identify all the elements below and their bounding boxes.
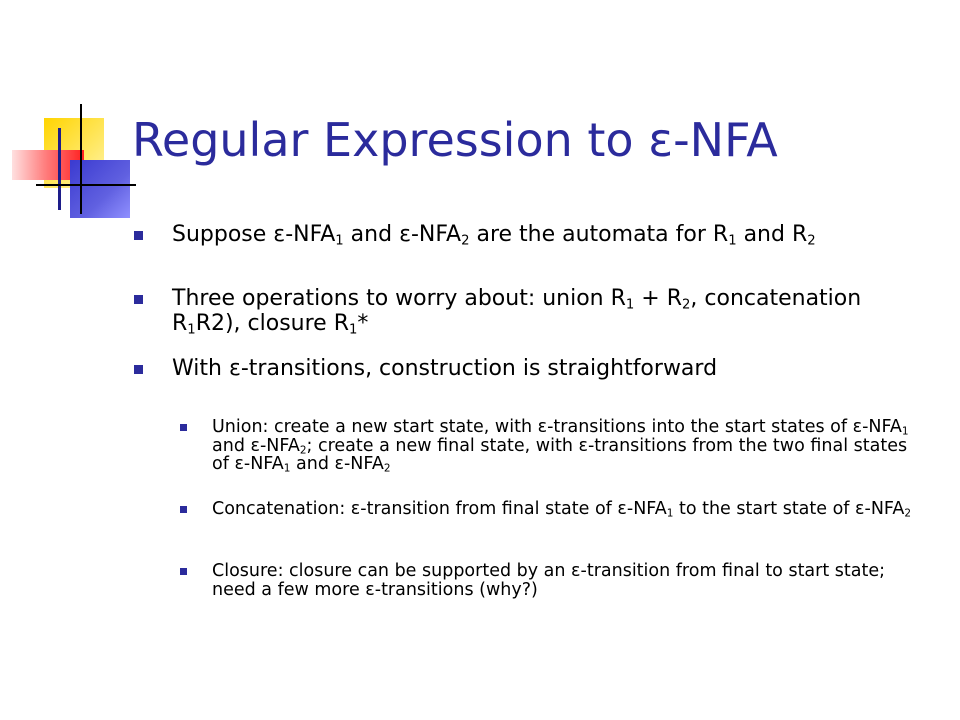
text-run: ε [578,435,588,456]
text-run: Suppose [172,222,274,247]
text-run: R2), closure R [195,311,349,336]
bullet-text [172,356,914,381]
subscript: 1 [625,297,635,313]
text-run: Union: create a new start state, with [212,417,538,437]
bullet-marker-icon [134,231,143,240]
subscript: 2 [461,233,470,249]
subscript: 1 [728,233,737,249]
subscript: 1 [335,233,344,249]
text-run: and [212,435,251,456]
subscript: 1 [901,425,909,438]
text-run: are the automata for R [469,222,729,247]
subscript: 1 [666,507,674,520]
text-run: -NFA [410,222,462,247]
subscript: 1 [187,322,196,338]
bullet-marker-icon [134,365,143,374]
text-run: Three operations to worry about: union R [172,286,626,311]
bullet-marker-icon [180,506,187,513]
text-run: ; create a new final state, with [306,435,579,456]
text-run: -transitions, construction is straightforward [240,356,718,381]
text-run: -NFA [259,435,300,456]
text-run: ε [855,499,865,519]
text-run: + R [634,286,683,311]
bullet-text [172,286,914,336]
text-run: ε [571,561,581,581]
text-run: ε [537,417,548,437]
text-run: ε [334,454,344,474]
text-run: -transition from final state of [360,499,618,519]
text-run: -NFA [626,499,667,519]
text-run: ε [365,579,375,600]
text-run: -transitions (why?) [374,579,538,600]
text-run: ε [350,499,361,519]
text-run: and [343,222,400,247]
bullet-text [172,222,914,247]
text-run: Closure: closure can be supported by an [212,561,572,581]
text-run: ε [234,454,244,474]
text-run: With [172,356,229,381]
text-run: ε [250,435,260,456]
title-prefix: Regular Expression to [132,113,649,167]
sub-bullet-item [180,500,920,519]
text-run: and [290,454,335,474]
subscript: 2 [904,507,912,520]
subscript: 2 [682,297,691,313]
bullet-item [134,222,914,247]
text-run: -NFA [343,454,384,474]
text-run: ε [228,356,241,381]
bullet-marker-icon [180,568,187,575]
text-run: * [357,311,369,336]
text-run: -NFA [243,454,284,474]
text-run: ε [617,499,627,519]
sub-bullet-item [180,418,920,474]
text-run: -NFA [862,417,902,437]
text-run: ε [852,417,863,437]
sub-bullet-item [180,562,920,599]
text-run: , concatenation R [172,286,862,336]
subscript: 2 [383,462,391,475]
subscript: 2 [807,233,816,249]
title-suffix: -NFA [673,113,778,167]
bullet-marker-icon [180,424,187,431]
bullet-marker-icon [134,295,143,304]
text-run: -NFA [285,222,336,247]
bullet-item [134,356,914,381]
bullet-text [212,562,920,599]
subscript: 2 [299,444,307,457]
text-run: ε [273,222,286,247]
text-run: -transitions into the start states of [547,417,853,437]
text-run: to the start state of [673,499,856,519]
title-epsilon: ε [648,113,674,167]
text-run: and R [736,222,808,247]
text-run: -NFA [864,499,905,519]
bullet-text [212,418,920,474]
bullet-text [212,500,920,519]
subscript: 1 [283,462,291,475]
bullet-item [134,286,914,336]
text-run: ε [399,222,411,247]
subscript: 1 [349,322,358,338]
text-run: -transition from final to start state; need a few more [212,561,885,600]
text-run: Concatenation: [212,499,351,519]
text-run: -transitions from the two final states of [212,435,908,474]
